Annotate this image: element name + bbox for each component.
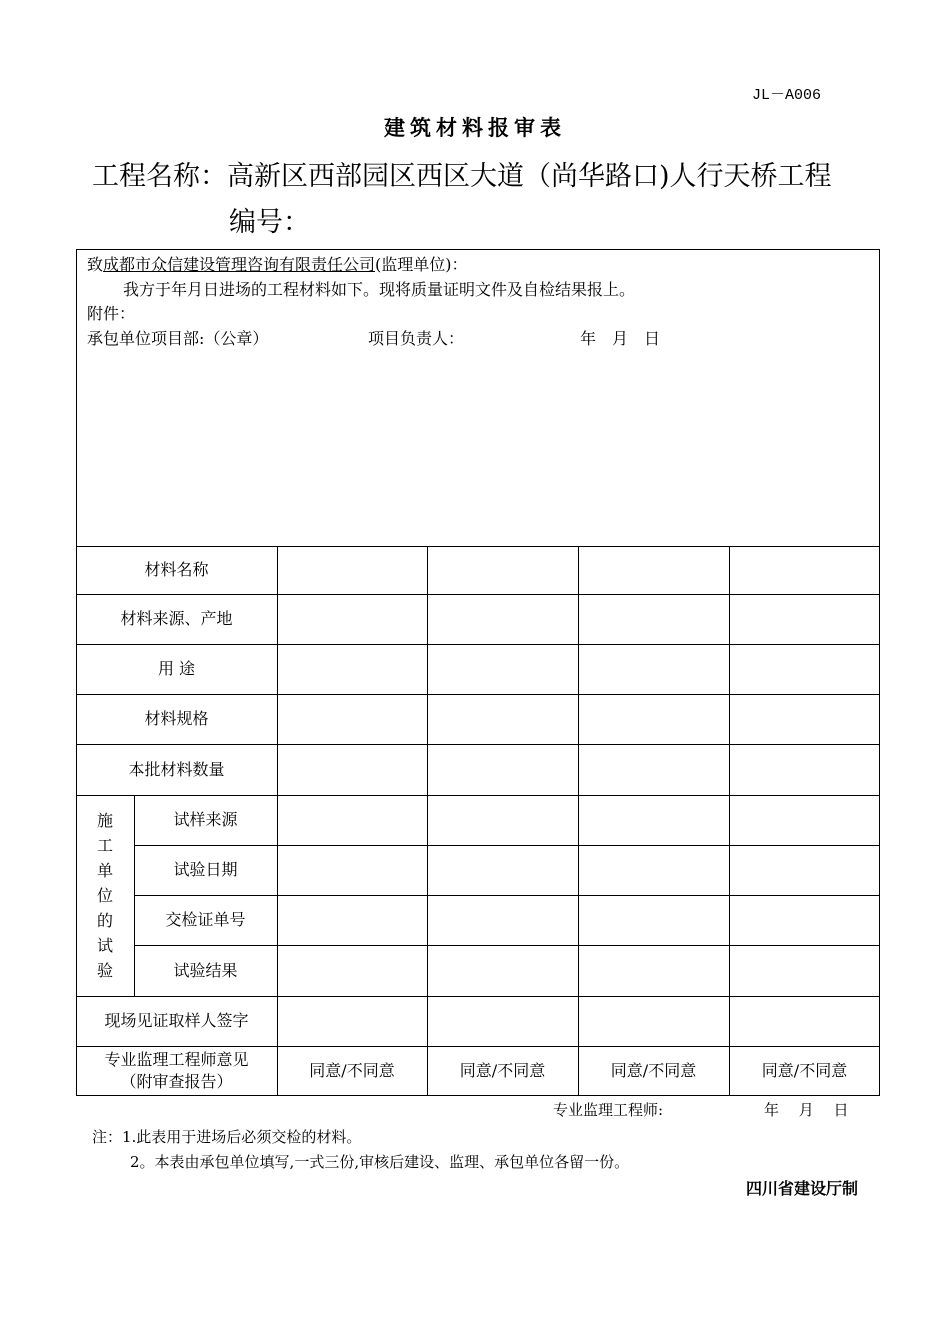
row-label-material-name: 材料名称	[144, 560, 209, 579]
test-group-char: 工	[96, 836, 113, 855]
manager-label: 项目负责人：	[368, 329, 465, 348]
opinion-label-line1: 专业监理工程师意见	[104, 1050, 249, 1069]
form-title: 建筑材料报审表	[384, 116, 566, 140]
divider	[277, 546, 278, 1096]
test-group-char: 施	[96, 811, 113, 830]
opinion-choice[interactable]: 同意/不同意	[761, 1061, 848, 1080]
engineer-signature-date: 年 月 日	[764, 1101, 849, 1119]
note-2: 2。本表由承包单位填写,一式三份,审核后建设、监理、承包单位各留一份。	[130, 1153, 630, 1171]
test-group-char: 单	[96, 861, 113, 880]
issuer: 四川省建设厅制	[745, 1179, 858, 1198]
test-group-char: 验	[96, 961, 113, 980]
opinion-label-line2: （附审查报告）	[120, 1072, 233, 1091]
row-label-test-result: 试验结果	[173, 960, 238, 980]
project-label: 工程名称：	[92, 161, 227, 192]
note-1: 注：1.此表用于进场后必须交检的材料。	[92, 1128, 362, 1146]
form-code: JL－A006	[752, 87, 822, 104]
number-label: 编号：	[229, 207, 310, 238]
divider	[729, 546, 730, 1096]
row-label-witness-signature: 现场见证取样人签字	[104, 1011, 249, 1030]
submission-body: 我方于年月日进场的工程材料如下。现将质量证明文件及自检结果报上。	[123, 280, 636, 299]
submission-date: 年 月 日	[580, 329, 661, 348]
attachment-label: 附件：	[87, 304, 136, 323]
divider	[427, 546, 428, 1096]
contractor-label: 承包单位项目部:（公章）	[87, 329, 269, 348]
to-prefix: 致	[87, 255, 104, 274]
row-label-quantity: 本批材料数量	[128, 759, 225, 779]
test-group-label	[90, 808, 120, 983]
divider	[578, 546, 579, 1096]
row-label-inspection-number: 交检证单号	[165, 910, 246, 929]
addressee-line	[87, 252, 468, 275]
row-label-material-origin: 材料来源、产地	[120, 609, 233, 628]
supervisor-company: 成都市众信建设管理咨询有限责任公司	[103, 255, 376, 274]
opinion-choice[interactable]: 同意/不同意	[309, 1061, 395, 1080]
project-name-line	[92, 153, 872, 200]
row-label-engineer-opinion	[76, 1046, 277, 1096]
test-group-char: 位	[96, 886, 113, 905]
row-label-sample-source: 试样来源	[173, 810, 238, 829]
row-label-test-date: 试验日期	[173, 860, 238, 879]
test-group-char: 的	[96, 911, 113, 930]
opinion-choice[interactable]: 同意/不同意	[610, 1061, 697, 1080]
project-name: 高新区西部园区西区大道（尚华路口)人行天桥工程	[227, 161, 832, 192]
test-group-char: 试	[96, 936, 113, 955]
engineer-signature-label: 专业监理工程师:	[553, 1101, 664, 1119]
row-label-specification: 材料规格	[144, 709, 209, 728]
row-label-usage: 用 途	[157, 659, 196, 678]
supervisor-suffix: (监理单位)：	[375, 255, 468, 274]
opinion-choice[interactable]: 同意/不同意	[459, 1061, 546, 1080]
